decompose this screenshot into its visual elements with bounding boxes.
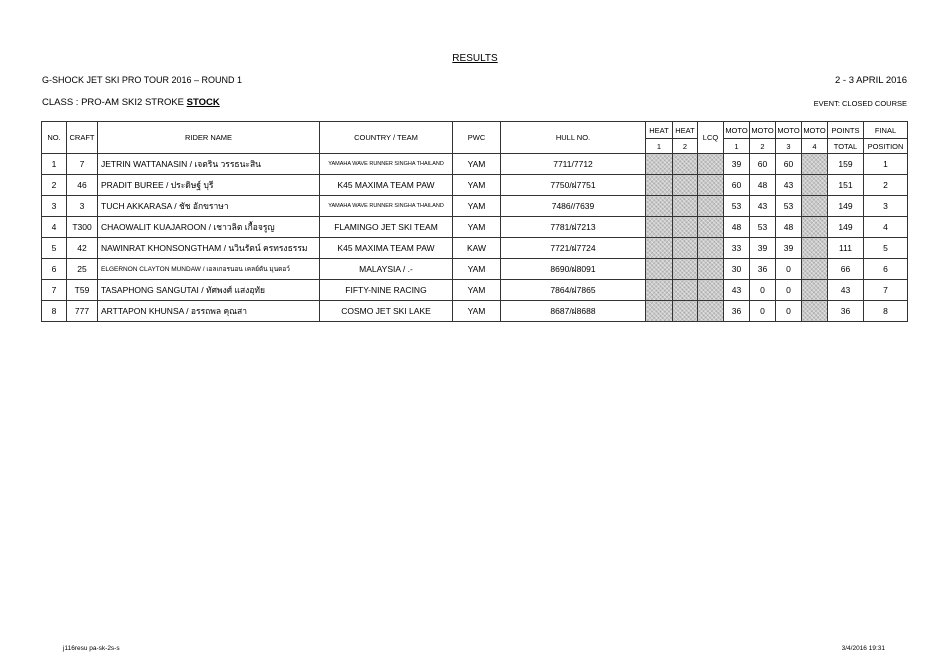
footer-timestamp: 3/4/2016 19:31 (841, 645, 885, 652)
col-hull-header: HULL NO. (501, 122, 646, 154)
cell-pwc: YAM (453, 280, 501, 301)
cell-heat1 (646, 175, 673, 196)
cell-pwc: KAW (453, 238, 501, 259)
cell-moto1: 33 (724, 238, 750, 259)
cell-team: K45 MAXIMA TEAM PAW (320, 175, 453, 196)
cell-hull: 7864/ฝ7865 (501, 280, 646, 301)
cell-moto4 (802, 154, 828, 175)
cell-final-position: 2 (864, 175, 908, 196)
cell-hull: 7781/ฝ7213 (501, 217, 646, 238)
table-row (42, 238, 908, 259)
event-type: EVENT: CLOSED COURSE (813, 99, 907, 108)
cell-lcq (698, 196, 724, 217)
results-body (42, 154, 908, 322)
cell-heat1 (646, 217, 673, 238)
cell-moto4 (802, 175, 828, 196)
cell-rider: ELGERNON CLAYTON MUNDAW / เอลเกอรนอน เคลย์ตัน มุนดอว์ (98, 259, 320, 280)
cell-rider: JETRIN WATTANASIN / เจตริน วรรธนะสิน (98, 154, 320, 175)
cell-heat2 (673, 301, 698, 322)
cell-heat1 (646, 154, 673, 175)
cell-team: FIFTY-NINE RACING (320, 280, 453, 301)
cell-pwc: YAM (453, 196, 501, 217)
results-table (41, 121, 908, 322)
cell-heat2 (673, 217, 698, 238)
cell-moto1: 53 (724, 196, 750, 217)
cell-hull: 7486//7639 (501, 196, 646, 217)
col-final-header: FINAL (864, 122, 908, 139)
cell-points-total: 66 (828, 259, 864, 280)
table-row (42, 259, 908, 280)
cell-moto1: 43 (724, 280, 750, 301)
cell-heat2 (673, 154, 698, 175)
cell-heat1 (646, 280, 673, 301)
cell-no: 4 (42, 217, 67, 238)
cell-no: 7 (42, 280, 67, 301)
cell-moto3: 0 (776, 301, 802, 322)
cell-moto1: 36 (724, 301, 750, 322)
col-moto4-header: MOTO (802, 122, 828, 139)
cell-final-position: 6 (864, 259, 908, 280)
cell-no: 3 (42, 196, 67, 217)
cell-moto4 (802, 301, 828, 322)
cell-final-position: 3 (864, 196, 908, 217)
cell-hull: 7721/ฝ7724 (501, 238, 646, 259)
cell-craft: 25 (67, 259, 98, 280)
col-points-header: POINTS (828, 122, 864, 139)
cell-team: YAMAHA WAVE RUNNER SINGHA THAILAND (320, 154, 453, 175)
cell-final-position: 7 (864, 280, 908, 301)
col-heat1-header: HEAT (646, 122, 673, 139)
col-lcq-header: LCQ (698, 122, 724, 154)
cell-no: 1 (42, 154, 67, 175)
cell-hull: 7711/7712 (501, 154, 646, 175)
cell-lcq (698, 217, 724, 238)
cell-craft: T59 (67, 280, 98, 301)
cell-moto3: 48 (776, 217, 802, 238)
event-name: G-SHOCK JET SKI PRO TOUR 2016 – ROUND 1 (42, 75, 243, 85)
cell-lcq (698, 154, 724, 175)
page-title: RESULTS (452, 53, 498, 64)
table-row (42, 196, 908, 217)
cell-pwc: YAM (453, 259, 501, 280)
cell-craft: 46 (67, 175, 98, 196)
col-heat2-header: HEAT (673, 122, 698, 139)
cell-hull: 7750/ฝ7751 (501, 175, 646, 196)
col-pwc-header: PWC (453, 122, 501, 154)
cell-craft: 3 (67, 196, 98, 217)
cell-craft: T300 (67, 217, 98, 238)
cell-moto1: 60 (724, 175, 750, 196)
table-row (42, 154, 908, 175)
cell-moto4 (802, 196, 828, 217)
cell-no: 2 (42, 175, 67, 196)
cell-points-total: 151 (828, 175, 864, 196)
cell-lcq (698, 259, 724, 280)
cell-lcq (698, 175, 724, 196)
cell-lcq (698, 280, 724, 301)
cell-team: MALAYSIA / .- (320, 259, 453, 280)
col-heat1-sub: 1 (646, 139, 673, 154)
cell-final-position: 8 (864, 301, 908, 322)
cell-no: 8 (42, 301, 67, 322)
cell-heat1 (646, 301, 673, 322)
cell-rider: PRADIT BUREE / ประดิษฐ์ บุรี (98, 175, 320, 196)
cell-points-total: 149 (828, 217, 864, 238)
cell-final-position: 1 (864, 154, 908, 175)
cell-pwc: YAM (453, 217, 501, 238)
cell-moto4 (802, 259, 828, 280)
cell-moto2: 43 (750, 196, 776, 217)
cell-craft: 42 (67, 238, 98, 259)
cell-final-position: 4 (864, 217, 908, 238)
cell-points-total: 149 (828, 196, 864, 217)
col-moto3-sub: 3 (776, 139, 802, 154)
table-row (42, 301, 908, 322)
cell-no: 6 (42, 259, 67, 280)
cell-moto3: 43 (776, 175, 802, 196)
class-label (42, 97, 220, 108)
col-points-sub: TOTAL (828, 139, 864, 154)
cell-moto3: 53 (776, 196, 802, 217)
cell-heat2 (673, 280, 698, 301)
cell-hull: 8687/ฝ8688 (501, 301, 646, 322)
cell-points-total: 43 (828, 280, 864, 301)
cell-final-position: 5 (864, 238, 908, 259)
cell-moto4 (802, 238, 828, 259)
cell-moto4 (802, 217, 828, 238)
cell-no: 5 (42, 238, 67, 259)
col-moto2-sub: 2 (750, 139, 776, 154)
cell-moto2: 0 (750, 301, 776, 322)
cell-heat2 (673, 259, 698, 280)
col-moto2-header: MOTO (750, 122, 776, 139)
cell-craft: 777 (67, 301, 98, 322)
table-row (42, 280, 908, 301)
cell-moto3: 60 (776, 154, 802, 175)
footer-file-code: j116resu pa-sk-2s-s (63, 645, 120, 652)
cell-heat2 (673, 238, 698, 259)
cell-heat1 (646, 196, 673, 217)
table-row (42, 175, 908, 196)
cell-rider: NAWINRAT KHONSONGTHAM / นวินรัตน์ ครทรงธรรม (98, 238, 320, 259)
cell-heat2 (673, 175, 698, 196)
cell-pwc: YAM (453, 175, 501, 196)
cell-team: COSMO JET SKI LAKE (320, 301, 453, 322)
header-row (42, 122, 908, 139)
cell-craft: 7 (67, 154, 98, 175)
cell-moto4 (802, 280, 828, 301)
col-moto3-header: MOTO (776, 122, 802, 139)
cell-pwc: YAM (453, 301, 501, 322)
cell-moto2: 36 (750, 259, 776, 280)
cell-moto2: 0 (750, 280, 776, 301)
cell-rider: TUCH AKKARASA / ชัช อักขราษา (98, 196, 320, 217)
class-stock: STOCK (186, 97, 220, 108)
cell-rider: CHAOWALIT KUAJAROON / เชาวลิต เกื้อจรูญ (98, 217, 320, 238)
class-prefix: CLASS : PRO-AM SKI2 STROKE (42, 97, 187, 108)
cell-moto3: 0 (776, 259, 802, 280)
cell-moto1: 30 (724, 259, 750, 280)
cell-moto3: 39 (776, 238, 802, 259)
cell-points-total: 159 (828, 154, 864, 175)
cell-moto1: 48 (724, 217, 750, 238)
cell-pwc: YAM (453, 154, 501, 175)
cell-heat2 (673, 196, 698, 217)
col-rider-header: RIDER NAME (98, 122, 320, 154)
col-heat2-sub: 2 (673, 139, 698, 154)
col-team-header: COUNTRY / TEAM (320, 122, 453, 154)
cell-moto2: 48 (750, 175, 776, 196)
col-craft-header: CRAFT (67, 122, 98, 154)
col-final-sub: POSITION (864, 139, 908, 154)
cell-team: K45 MAXIMA TEAM PAW (320, 238, 453, 259)
cell-lcq (698, 301, 724, 322)
cell-moto1: 39 (724, 154, 750, 175)
cell-moto3: 0 (776, 280, 802, 301)
cell-lcq (698, 238, 724, 259)
col-moto4-sub: 4 (802, 139, 828, 154)
cell-moto2: 60 (750, 154, 776, 175)
cell-points-total: 111 (828, 238, 864, 259)
event-dates: 2 - 3 APRIL 2016 (834, 75, 907, 86)
table-row (42, 217, 908, 238)
cell-rider: ARTTAPON KHUNSA / อรรถพล คุณสา (98, 301, 320, 322)
cell-moto2: 39 (750, 238, 776, 259)
col-moto1-header: MOTO (724, 122, 750, 139)
cell-heat1 (646, 259, 673, 280)
cell-rider: TASAPHONG SANGUTAI / ทัศพงศ์ แสงอุทัย (98, 280, 320, 301)
cell-hull: 8690/ฝ8091 (501, 259, 646, 280)
cell-points-total: 36 (828, 301, 864, 322)
col-no-header: NO. (42, 122, 67, 154)
col-moto1-sub: 1 (724, 139, 750, 154)
cell-moto2: 53 (750, 217, 776, 238)
cell-team: FLAMINGO JET SKI TEAM (320, 217, 453, 238)
cell-team: YAMAHA WAVE RUNNER SINGHA THAILAND (320, 196, 453, 217)
cell-heat1 (646, 238, 673, 259)
